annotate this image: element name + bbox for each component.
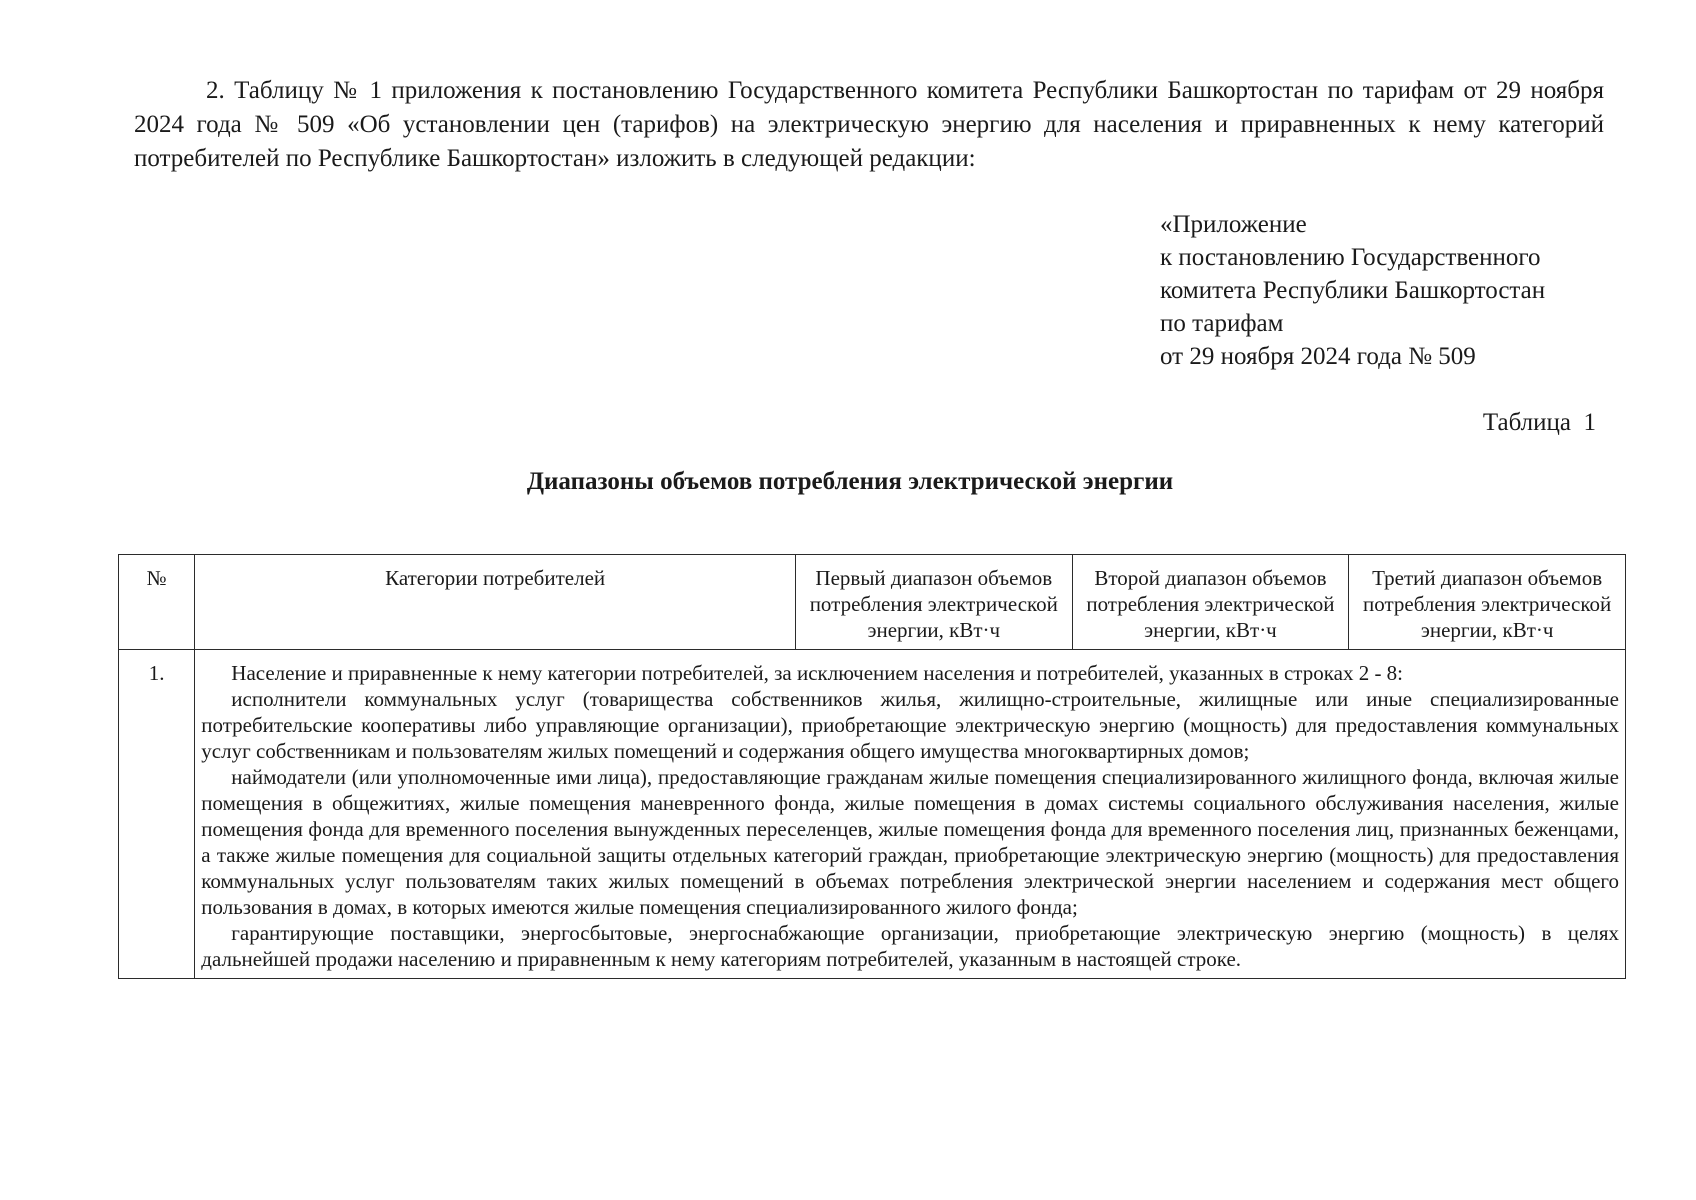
table-label: Таблица 1 (1482, 409, 1596, 436)
table-title: Диапазоны объемов потребления электрической энергии (526, 468, 1174, 495)
row-category-text (195, 650, 1626, 979)
appendix-reference (1160, 208, 1630, 373)
appendix-line: к постановлению Государственного (1160, 244, 1541, 271)
row-paragraph: гарантирующие поставщики, энергосбытовые, энергоснабжающие организации, приобретающие электрическую энергию (мощность) в целях дальнейшей продажи населению и приравненным к нему категориям потребителей, указанным в настоящей строке. (201, 921, 1619, 971)
header-range-3: Третий диапазон объемов потребления электрической энергии, кВт·ч (1349, 555, 1626, 650)
table-row (119, 650, 1626, 979)
row-paragraph: исполнители коммунальных услуг (товарищества собственников жилья, жилищно-строительные, жилищные или иные специализированные потребительские кооперативы либо управляющие организации), приобретающие электрическую энергию (мощность) для предоставления коммунальных услуг собственникам и пользователям жилых помещений и содержания общего имущества многоквартирных домов; (201, 687, 1619, 763)
appendix-line: комитета Республики Башкортостан (1160, 277, 1546, 304)
header-range-2: Второй диапазон объемов потребления электрической энергии, кВт·ч (1072, 555, 1349, 650)
appendix-line: «Приложение (1160, 211, 1307, 238)
table-header-row (119, 555, 1626, 650)
intro-paragraph: 2. Таблицу № 1 приложения к постановлению Государственного комитета Республики Башкортостан по тарифам от 29 ноября 2024 года № 509 «Об установлении цен (тарифов) на электрическую энергию для населения и приравненных к нему категорий потребителей по Республике Башкортостан» изложить в следующей редакции: (134, 77, 1604, 172)
header-num: № (119, 555, 195, 650)
row-paragraph: наймодатели (или уполномоченные ими лица), предоставляющие гражданам жилые помещения специализированного жилищного фонда, включая жилые помещения в общежитиях, жилые помещения маневренного фонда, жилые помещения в домах системы социального обслуживания населения, жилые помещения фонда для временного поселения вынужденных переселенцев, жилые помещения фонда для временного поселения лиц, признанных беженцами, а также жилые помещения для социальной защиты отдельных категорий граждан, приобретающие электрическую энергию (мощность) для предоставления коммунальных услуг пользователям таких жилых помещений в объемах потребления электрической энергии населением и содержания мест общего пользования в домах, в которых имеются жилые помещения специализированного жилого фонда; (201, 765, 1619, 919)
appendix-line: от 29 ноября 2024 года № 509 (1160, 343, 1476, 370)
consumption-ranges-table (118, 554, 1626, 979)
appendix-line: по тарифам (1160, 310, 1284, 337)
row-paragraph: Население и приравненные к нему категории потребителей, за исключением населения и потребителей, указанных в строках 2 - 8: (231, 661, 1404, 685)
row-num: 1. (119, 650, 195, 979)
header-category: Категории потребителей (195, 555, 796, 650)
header-range-1: Первый диапазон объемов потребления электрической энергии, кВт·ч (795, 555, 1072, 650)
